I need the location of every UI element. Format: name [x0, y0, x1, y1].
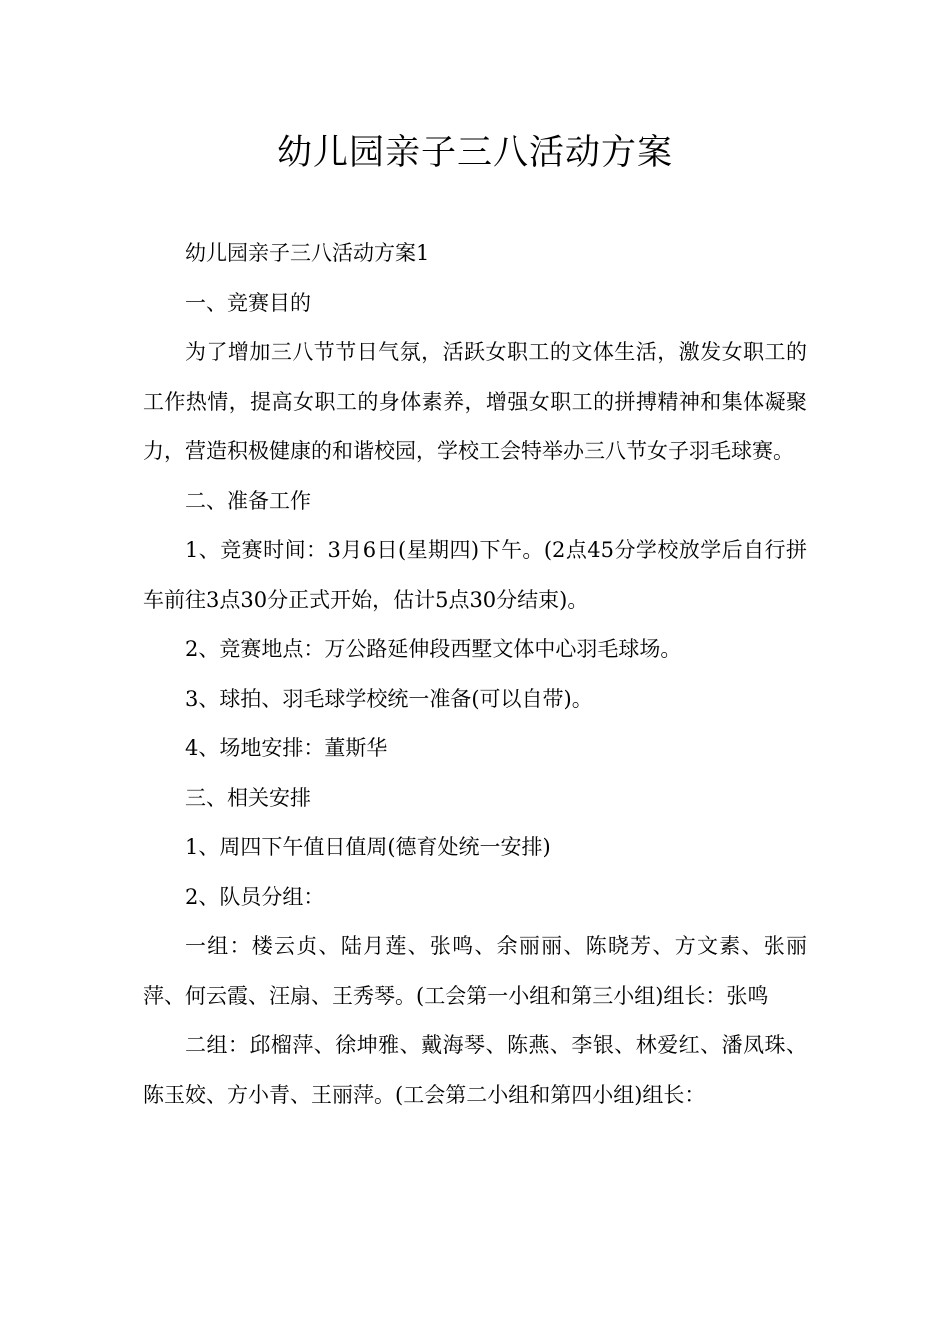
section-heading-2: 二、准备工作	[185, 488, 311, 513]
paragraph-time: 1、竞赛时间：3月6日(星期四)下午。(2点45分学校放学后自行拼车前往3点30分正式开始，估计5点30分结束)。	[143, 538, 807, 612]
document-body	[143, 229, 807, 1120]
paragraph-grouping: 2、队员分组：	[185, 884, 325, 909]
paragraph-purpose: 为了增加三八节节日气氛，活跃女职工的文体生活，激发女职工的工作热情，提高女职工的身体素养，增强女职工的拼搏精神和集体凝聚力，营造积极健康的和谐校园，学校工会特举办三八节女子羽毛球赛。	[143, 340, 807, 463]
paragraph-group-1: 一组：楼云贞、陆月莲、张鸣、余丽丽、陈晓芳、方文素、张丽萍、何云霞、汪扇、王秀琴。(工会第一小组和第三小组)组长：张鸣	[143, 934, 807, 1008]
subtitle: 幼儿园亲子三八活动方案1	[185, 241, 430, 265]
document-title: 幼儿园亲子三八活动方案	[276, 133, 673, 173]
paragraph-equipment: 3、球拍、羽毛球学校统一准备(可以自带)。	[185, 686, 593, 711]
paragraph-group-2: 二组：邱榴萍、徐坤雅、戴海琴、陈燕、李银、林爱红、潘凤珠、陈玉姣、方小青、王丽萍。(工会第二小组和第四小组)组长：	[143, 1033, 807, 1107]
section-heading-1: 一、竞赛目的	[185, 290, 311, 315]
paragraph-location: 2、竞赛地点：万公路延伸段西墅文体中心羽毛球场。	[185, 637, 682, 661]
paragraph-duty: 1、周四下午值日值周(德育处统一安排)	[185, 835, 551, 859]
section-heading-3: 三、相关安排	[185, 785, 311, 810]
paragraph-venue: 4、场地安排：董斯华	[185, 736, 388, 760]
